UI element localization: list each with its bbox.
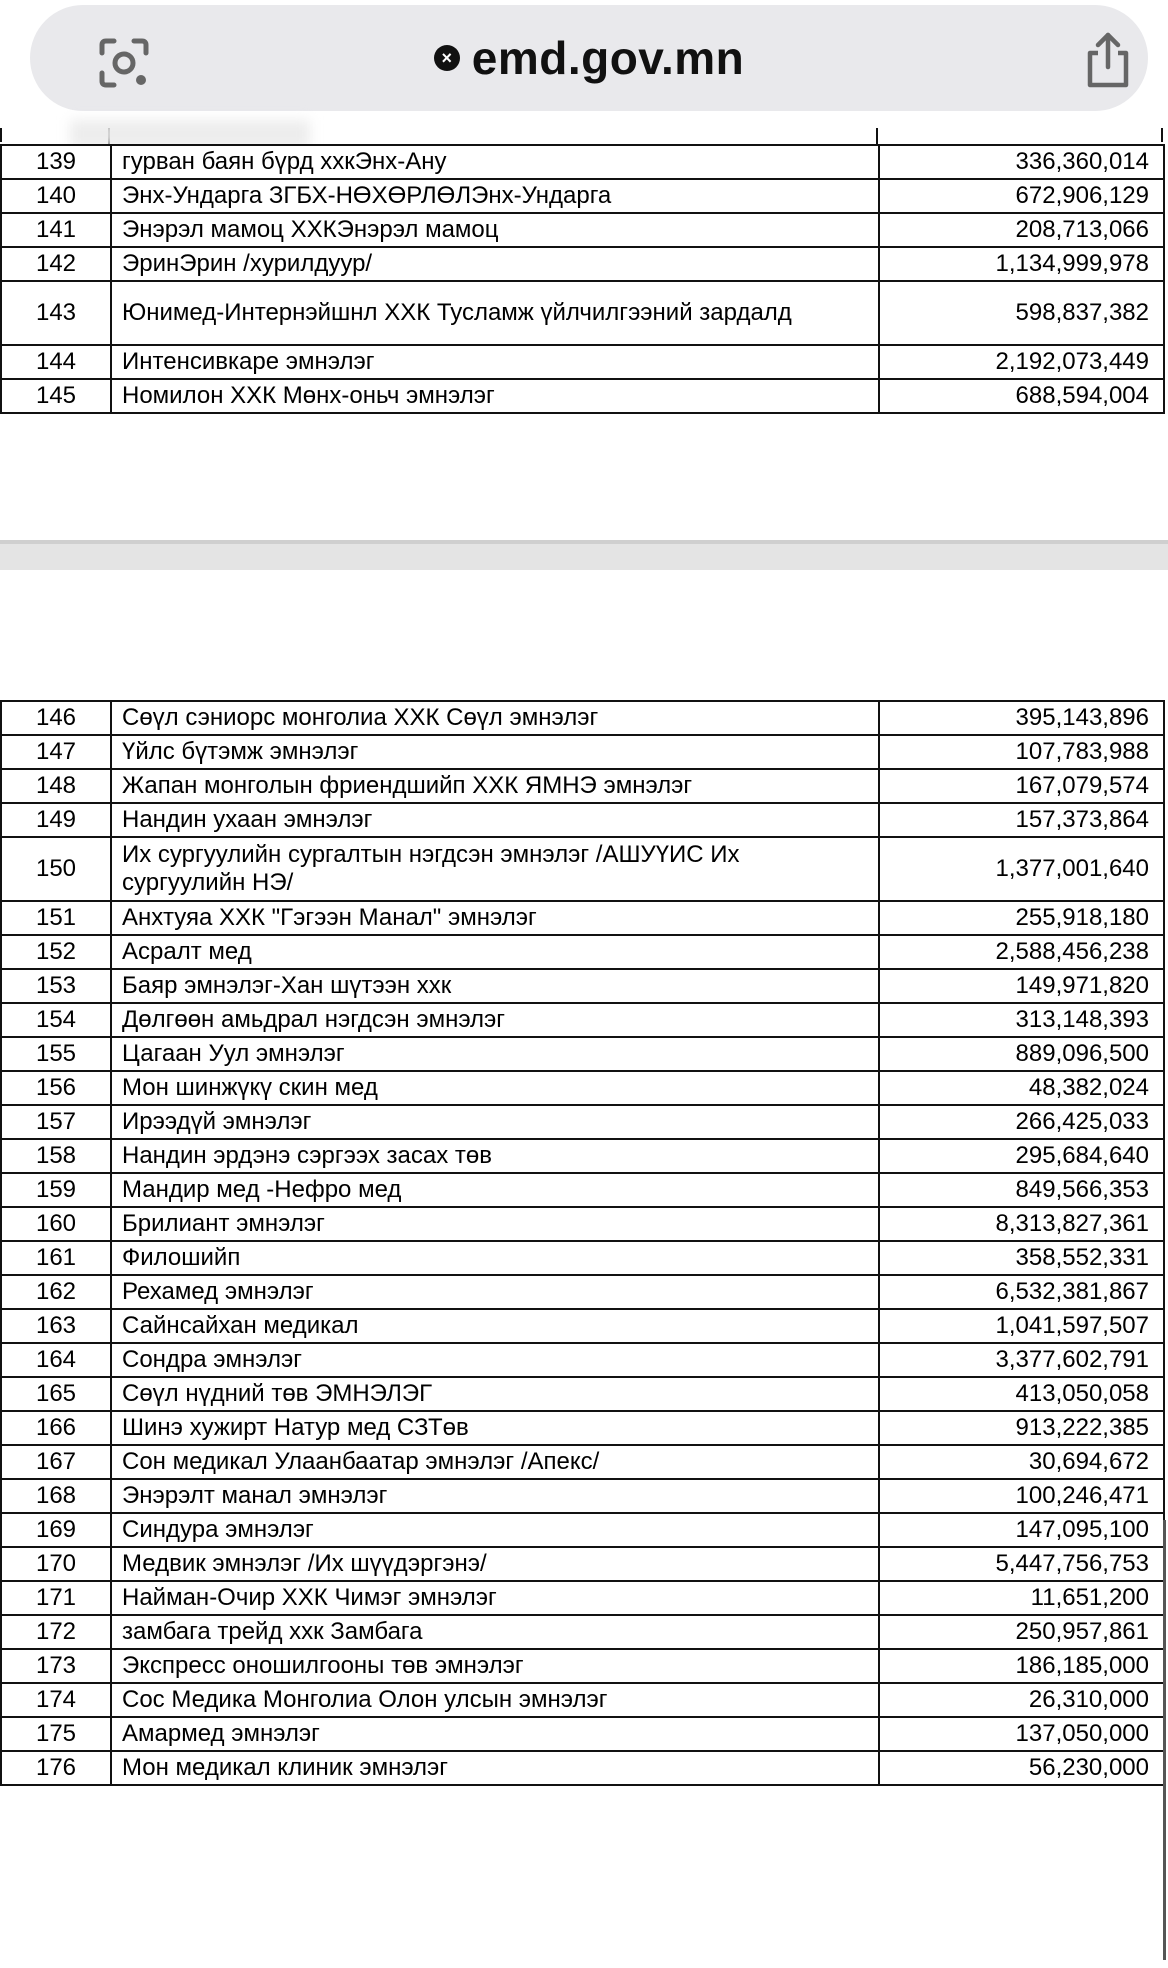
- amount-value: 913,222,385: [879, 1411, 1164, 1445]
- table-row: [1, 345, 1164, 379]
- amount-value: 413,050,058: [879, 1377, 1164, 1411]
- row-number: 149: [1, 803, 111, 837]
- organization-name: Мон шинжүкү скин мед: [111, 1071, 879, 1105]
- table-row: [1, 1003, 1164, 1037]
- table-row: [1, 379, 1164, 413]
- amount-value: 295,684,640: [879, 1139, 1164, 1173]
- organization-name: Брилиант эмнэлэг: [111, 1207, 879, 1241]
- table-row: [1, 1581, 1164, 1615]
- table-row: [1, 1649, 1164, 1683]
- organization-name: Нандин эрдэнэ сэргээх засах төв: [111, 1139, 879, 1173]
- table-row: [1, 1547, 1164, 1581]
- table-row: [1, 1071, 1164, 1105]
- url-text[interactable]: emd.gov.mn: [471, 32, 745, 84]
- row-number: 166: [1, 1411, 111, 1445]
- table-row: [1, 935, 1164, 969]
- row-number: 148: [1, 769, 111, 803]
- row-number: 154: [1, 1003, 111, 1037]
- table-row: [1, 1343, 1164, 1377]
- organization-name: Юнимед-Интернэйшнл ХХК Тусламж үйлчилгээний зардалд: [111, 281, 879, 345]
- payments-table-page-1: [0, 144, 1165, 414]
- row-number: 171: [1, 1581, 111, 1615]
- table-row: [1, 901, 1164, 935]
- table-row: [1, 213, 1164, 247]
- row-number: 160: [1, 1207, 111, 1241]
- table-row: [1, 1105, 1164, 1139]
- row-number: 168: [1, 1479, 111, 1513]
- row-number: 158: [1, 1139, 111, 1173]
- organization-name: Ирээдүй эмнэлэг: [111, 1105, 879, 1139]
- organization-name: Нандин ухаан эмнэлэг: [111, 803, 879, 837]
- organization-name: Сайнсайхан медикал: [111, 1309, 879, 1343]
- table-row: [1, 247, 1164, 281]
- row-number: 142: [1, 247, 111, 281]
- table-row: [1, 281, 1164, 345]
- table-row: [1, 1445, 1164, 1479]
- row-number: 147: [1, 735, 111, 769]
- organization-name: Номилон ХХК Мөнх-оньч эмнэлэг: [111, 379, 879, 413]
- amount-value: 1,041,597,507: [879, 1309, 1164, 1343]
- amount-value: 149,971,820: [879, 969, 1164, 1003]
- row-number: 157: [1, 1105, 111, 1139]
- row-number: 172: [1, 1615, 111, 1649]
- amount-value: 6,532,381,867: [879, 1275, 1164, 1309]
- organization-name: Анхтуяа ХХК "Гэгээн Манал" эмнэлэг: [111, 901, 879, 935]
- table-row: [1, 145, 1164, 179]
- organization-name: Энэрэлт манал эмнэлэг: [111, 1479, 879, 1513]
- amount-value: 1,134,999,978: [879, 247, 1164, 281]
- row-number: 146: [1, 701, 111, 735]
- amount-value: 208,713,066: [879, 213, 1164, 247]
- page-separator: [0, 540, 1168, 570]
- organization-name: Мон медикал клиник эмнэлэг: [111, 1751, 879, 1785]
- amount-value: 157,373,864: [879, 803, 1164, 837]
- amount-value: 266,425,033: [879, 1105, 1164, 1139]
- row-number: 169: [1, 1513, 111, 1547]
- organization-name: Найман-Очир ХХК Чимэг эмнэлэг: [111, 1581, 879, 1615]
- table-row: [1, 969, 1164, 1003]
- amount-value: 2,588,456,238: [879, 935, 1164, 969]
- table-row: [1, 1615, 1164, 1649]
- organization-name: Жапан монголын фриендшийп ХХК ЯМНЭ эмнэлэг: [111, 769, 879, 803]
- amount-value: 107,783,988: [879, 735, 1164, 769]
- row-number: 170: [1, 1547, 111, 1581]
- row-number: 141: [1, 213, 111, 247]
- row-number: 163: [1, 1309, 111, 1343]
- share-icon[interactable]: [1080, 31, 1136, 91]
- amount-value: 100,246,471: [879, 1479, 1164, 1513]
- amount-value: 250,957,861: [879, 1615, 1164, 1649]
- organization-name: Сөүл сэниорс монголиа ХХК Сөүл эмнэлэг: [111, 701, 879, 735]
- amount-value: 255,918,180: [879, 901, 1164, 935]
- organization-name: Сөүл нүдний төв ЭМНЭЛЭГ: [111, 1377, 879, 1411]
- row-number: 145: [1, 379, 111, 413]
- row-number: 144: [1, 345, 111, 379]
- table-row: [1, 1173, 1164, 1207]
- amount-value: 1,377,001,640: [879, 837, 1164, 901]
- page-edge: [1163, 1520, 1166, 1960]
- organization-name: Дөлгөөн амьдрал нэгдсэн эмнэлэг: [111, 1003, 879, 1037]
- row-number: 164: [1, 1343, 111, 1377]
- amount-value: 30,694,672: [879, 1445, 1164, 1479]
- organization-name: Энх-Ундарга ЗГБХ-НӨХӨРЛӨЛЭнх-Ундарга: [111, 179, 879, 213]
- amount-value: 186,185,000: [879, 1649, 1164, 1683]
- organization-name: ЭринЭрин /хурилдуур/: [111, 247, 879, 281]
- row-number: 165: [1, 1377, 111, 1411]
- row-number: 140: [1, 179, 111, 213]
- amount-value: 167,079,574: [879, 769, 1164, 803]
- amount-value: 598,837,382: [879, 281, 1164, 345]
- row-number: 156: [1, 1071, 111, 1105]
- amount-value: 8,313,827,361: [879, 1207, 1164, 1241]
- organization-name: Амармед эмнэлэг: [111, 1717, 879, 1751]
- organization-name: замбага трейд ххк Замбага: [111, 1615, 879, 1649]
- amount-value: 313,148,393: [879, 1003, 1164, 1037]
- organization-name: Их сургуулийн сургалтын нэгдсэн эмнэлэг /АШУҮИС Их сургуулийн НЭ/: [111, 837, 879, 901]
- address-bar[interactable]: [30, 5, 1148, 111]
- amount-value: 3,377,602,791: [879, 1343, 1164, 1377]
- table-row: [1, 701, 1164, 735]
- organization-name: Медвик эмнэлэг /Их шүүдэргэнэ/: [111, 1547, 879, 1581]
- table-row: [1, 1479, 1164, 1513]
- row-number: 151: [1, 901, 111, 935]
- organization-name: гурван баян бүрд ххкЭнх-Ану: [111, 145, 879, 179]
- amount-value: 11,651,200: [879, 1581, 1164, 1615]
- row-number: 167: [1, 1445, 111, 1479]
- organization-name: Цагаан Уул эмнэлэг: [111, 1037, 879, 1071]
- organization-name: Интенсивкаре эмнэлэг: [111, 345, 879, 379]
- amount-value: 889,096,500: [879, 1037, 1164, 1071]
- amount-value: 672,906,129: [879, 179, 1164, 213]
- organization-name: Филошийп: [111, 1241, 879, 1275]
- table-row: [1, 769, 1164, 803]
- payments-table-page-2: [0, 700, 1165, 1786]
- table-row: [1, 1411, 1164, 1445]
- table-row: [1, 735, 1164, 769]
- organization-name: Сос Медика Монголиа Олон улсын эмнэлэг: [111, 1683, 879, 1717]
- row-number: 162: [1, 1275, 111, 1309]
- organization-name: Шинэ хужирт Натур мед СЗТөв: [111, 1411, 879, 1445]
- row-number: 159: [1, 1173, 111, 1207]
- row-number: 139: [1, 145, 111, 179]
- row-number: 173: [1, 1649, 111, 1683]
- organization-name: Мандир мед -Нефро мед: [111, 1173, 879, 1207]
- table-row: [1, 1037, 1164, 1071]
- amount-value: 48,382,024: [879, 1071, 1164, 1105]
- organization-name: Энэрэл мамоц ХХКЭнэрэл мамоц: [111, 213, 879, 247]
- row-number: 143: [1, 281, 111, 345]
- organization-name: Баяр эмнэлэг-Хан шүтээн ххк: [111, 969, 879, 1003]
- not-secure-icon[interactable]: ×: [434, 45, 460, 71]
- table-row: [1, 1275, 1164, 1309]
- organization-name: Үйлс бүтэмж эмнэлэг: [111, 735, 879, 769]
- row-number: 174: [1, 1683, 111, 1717]
- organization-name: Синдура эмнэлэг: [111, 1513, 879, 1547]
- browser-toolbar: [0, 0, 1168, 140]
- amount-value: 26,310,000: [879, 1683, 1164, 1717]
- table-row: [1, 1139, 1164, 1173]
- table-row: [1, 1377, 1164, 1411]
- table-row: [1, 837, 1164, 901]
- table-row: [1, 1751, 1164, 1785]
- organization-name: Асралт мед: [111, 935, 879, 969]
- organization-name: Сон медикал Улаанбаатар эмнэлэг /Апекс/: [111, 1445, 879, 1479]
- table-row: [1, 1241, 1164, 1275]
- amount-value: 56,230,000: [879, 1751, 1164, 1785]
- row-number: 161: [1, 1241, 111, 1275]
- amount-value: 395,143,896: [879, 701, 1164, 735]
- table-row: [1, 1207, 1164, 1241]
- row-number: 176: [1, 1751, 111, 1785]
- amount-value: 5,447,756,753: [879, 1547, 1164, 1581]
- amount-value: 336,360,014: [879, 145, 1164, 179]
- row-number: 175: [1, 1717, 111, 1751]
- row-number: 150: [1, 837, 111, 901]
- table-row: [1, 1309, 1164, 1343]
- amount-value: 358,552,331: [879, 1241, 1164, 1275]
- organization-name: Экспресс оношилгооны төв эмнэлэг: [111, 1649, 879, 1683]
- organization-name: Рехамед эмнэлэг: [111, 1275, 879, 1309]
- row-number: 155: [1, 1037, 111, 1071]
- table-row: [1, 1683, 1164, 1717]
- row-number: 152: [1, 935, 111, 969]
- amount-value: 137,050,000: [879, 1717, 1164, 1751]
- table-row: [1, 803, 1164, 837]
- amount-value: 147,095,100: [879, 1513, 1164, 1547]
- amount-value: 2,192,073,449: [879, 345, 1164, 379]
- row-number: 153: [1, 969, 111, 1003]
- amount-value: 849,566,353: [879, 1173, 1164, 1207]
- amount-value: 688,594,004: [879, 379, 1164, 413]
- table-row: [1, 1717, 1164, 1751]
- organization-name: Сондра эмнэлэг: [111, 1343, 879, 1377]
- table-row: [1, 179, 1164, 213]
- table-row: [1, 1513, 1164, 1547]
